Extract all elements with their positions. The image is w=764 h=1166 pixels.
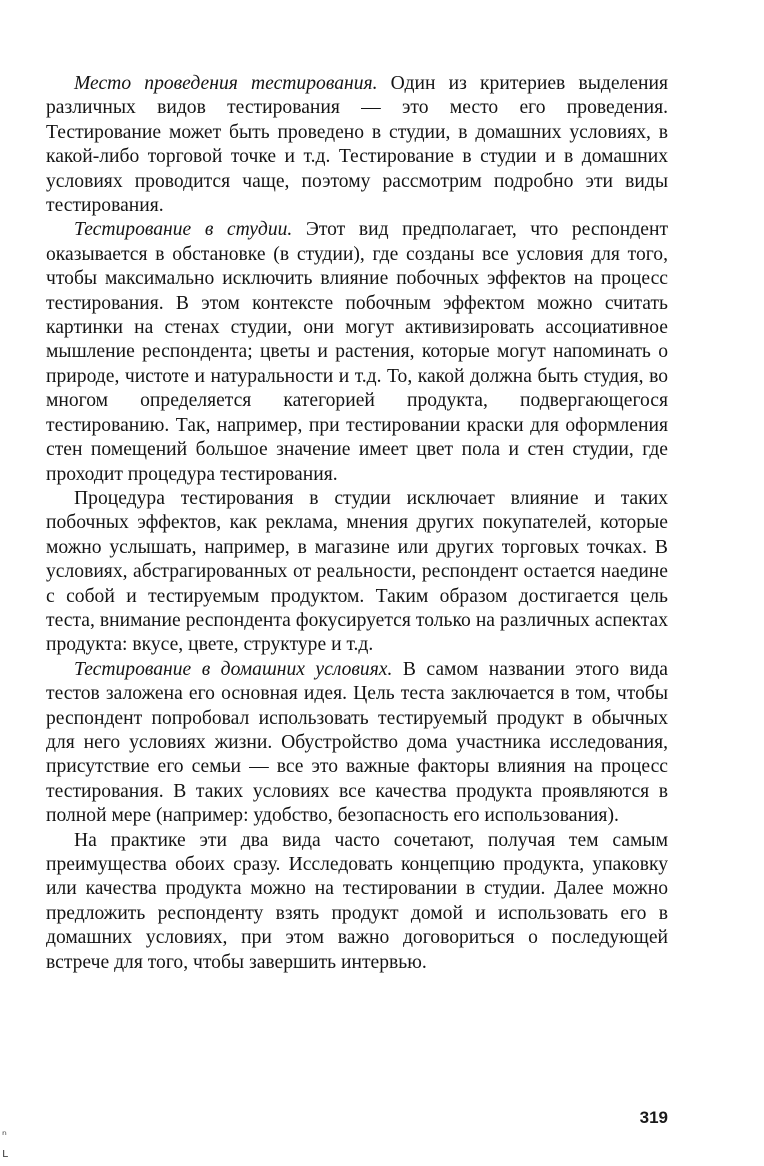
paragraph-lead: Тестирование в домашних условиях. [74,658,393,680]
page-body [46,72,668,975]
page-number: 319 [639,1108,668,1127]
paragraph-studio-testing [46,218,668,486]
paragraph-text: На практике эти два вида часто сочетают, получая тем самым преимущества обоих сразу. Исследовать концепцию продукта, упаковку или качества продукта можно на тестировании в студии. Далее можно предложить респонденту взять продукт домой и использовать его в домашних условиях, при этом важно договориться о последующей встрече для того, чтобы завершить интервью. [46,829,668,973]
paragraph-lead: Тестирование в студии. [74,219,293,241]
paragraph-text: В самом названии этого вида тестов заложена его основная идея. Цель теста заключается в том, чтобы респондент попробовал использовать тестируемый продукт в обычных для него условиях жизни. Обустройство дома участника исследования, присутствие его семьи — все это важные факторы влияния на процесс тестирования. В таких условиях все качества продукта проявляются в полной мере (например: удобство, безопасность его использования). [46,658,668,827]
paragraph-venue [46,72,668,218]
paragraph-text: Процедура тестирования в студии исключает влияние и таких побочных эффектов, как реклама, мнения других покупателей, которые можно услышать, например, в магазине или других торговых точках. В условиях, абстрагированных от реальности, респондент остается наедине с собой и тестируемым продуктом. Таким образом достигается цель теста, внимание респондента фокусируется только на различных аспектах продукта: вкусе, цвете, структуре и т.д. [46,487,668,656]
paragraph-studio-procedure [46,487,668,658]
margin-mark: ⁿ [2,1128,7,1142]
paragraph-text: Один из критериев выделения различных видов тестирования — это место его проведения. Тестирование может быть проведено в студии, в домашних условиях, в какой-либо торговой точке и т.д. Тестирование в студии и в домашних условиях проводится чаще, поэтому рассмотрим подробно эти виды тестирования. [46,73,668,217]
paragraph-lead: Место проведения тестирования. [74,73,378,94]
paragraph-home-testing [46,658,668,829]
margin-mark: ʟ [2,1146,9,1160]
paragraph-text: Этот вид предполагает, что респондент оказывается в обстановке (в студии), где созданы все условия для того, чтобы максимально исключить влияние побочных эффектов на процесс тестирования. В этом контексте побочным эффектом можно считать картинки на стенах студии, они могут активизировать ассоциативное мышление респондента; цветы и растения, которые могут напоминать о природе, чистоте и натуральности и т.д. То, какой должна быть студия, во многом определяется категорией продукта, подвергающегося тестированию. Так, например, при тестировании краски для оформления стен помещений большое значение имеет цвет пола и стен студии, где проходит процедура тестирования. [46,219,669,485]
paragraph-combined-practice [46,829,668,975]
